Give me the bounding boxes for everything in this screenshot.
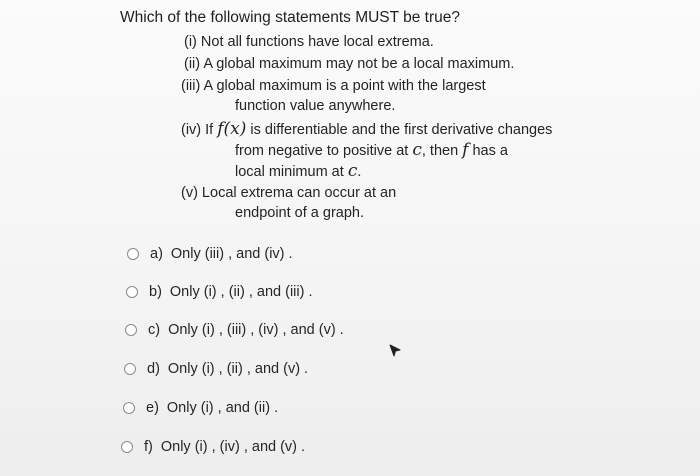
answer-option-e[interactable] — [123, 400, 278, 416]
option-text: Only (i) , and (ii) . — [166, 400, 279, 416]
answer-option-a[interactable] — [127, 246, 293, 262]
option-letter: a) — [150, 246, 163, 262]
option-letter: c) — [148, 322, 161, 338]
statement-iv-text: . — [357, 164, 362, 180]
answer-option-d[interactable] — [124, 361, 308, 377]
option-text: Only (i) , (iii) , (iv) , and (v) . — [168, 322, 344, 338]
option-letter: f) — [144, 439, 153, 455]
radio-button-icon[interactable] — [125, 324, 137, 336]
option-letter: e) — [146, 400, 159, 416]
math-c: c — [347, 161, 358, 181]
answer-option-c[interactable] — [125, 322, 344, 338]
option-text: Only (i) , (ii) , and (v) . — [167, 361, 309, 377]
option-text: Only (i) , (iv) , and (v) . — [160, 439, 306, 455]
statement-v-line1: (v) Local extrema can occur at an — [181, 185, 397, 201]
answer-option-f[interactable] — [121, 439, 305, 455]
statement-v — [181, 183, 396, 223]
statement-iii-line1: (iii) A global maximum is a point with the largest — [181, 78, 486, 94]
statement-ii: (ii) A global maximum may not be a local maximum. — [184, 56, 515, 72]
math-c: c — [412, 140, 422, 160]
option-text: Only (i) , (ii) , and (iii) . — [169, 284, 313, 300]
statement-iv-text: is differentiable and the first derivative changes — [246, 122, 553, 138]
statement-iv-text: (iv) If — [181, 122, 218, 138]
statement-iv-line1 — [181, 119, 553, 139]
radio-button-icon[interactable] — [126, 286, 138, 298]
statement-iv-line3 — [181, 161, 552, 182]
radio-button-icon[interactable] — [123, 402, 135, 414]
radio-button-icon[interactable] — [124, 363, 136, 375]
statement-iii — [181, 76, 486, 116]
answer-option-b[interactable] — [126, 284, 313, 300]
option-letter: d) — [147, 361, 160, 377]
radio-button-icon[interactable] — [127, 248, 139, 260]
statement-iv-text: , then — [421, 143, 463, 159]
statement-iv-text: local minimum at — [235, 164, 348, 180]
option-text: Only (iii) , and (iv) . — [170, 246, 293, 262]
question-text: Which of the following statements MUST be true? — [120, 9, 461, 26]
radio-button-icon[interactable] — [121, 441, 133, 453]
math-fx: f(x) — [217, 119, 247, 139]
statement-iv-text: from negative to positive at — [235, 143, 413, 159]
statement-iv-line2 — [181, 140, 552, 161]
statement-v-line2: endpoint of a graph. — [235, 205, 364, 221]
option-letter: b) — [149, 284, 162, 300]
statement-iv-text: has a — [468, 143, 508, 159]
statement-i: (i) Not all functions have local extrema. — [184, 34, 434, 50]
math-f: f — [462, 140, 469, 160]
mouse-cursor-icon — [388, 343, 402, 359]
statement-iii-line2: function value anywhere. — [235, 98, 396, 114]
statement-iv — [181, 119, 552, 182]
